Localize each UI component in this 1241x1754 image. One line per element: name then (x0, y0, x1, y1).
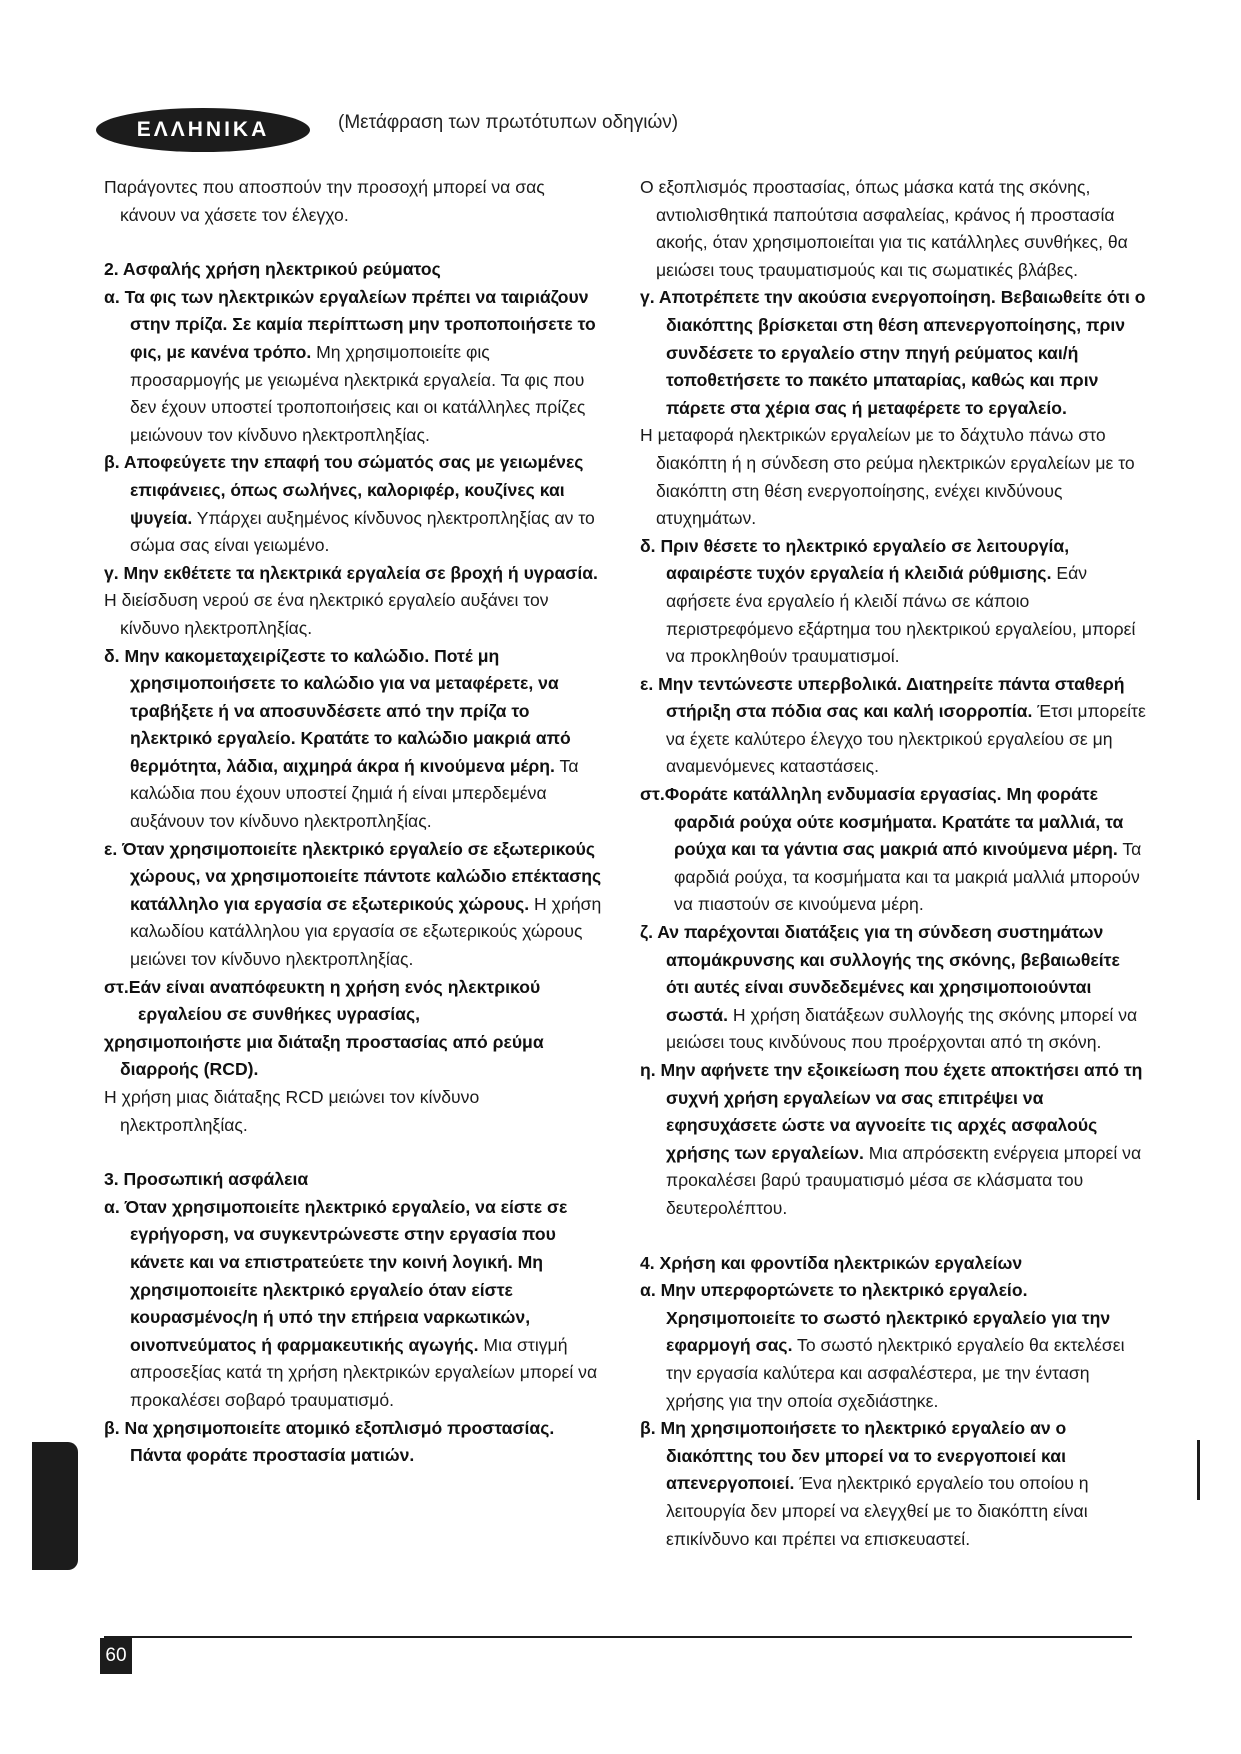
left-column (104, 174, 604, 1470)
item-3b-text: Ο εξοπλισμός προστασίας, όπως μάσκα κατά της σκόνης, αντιολισθητικά παπούτσια ασφαλείας, κράνος ή προστασία ακοής, όταν χρησιμοποιείται για τις κατάλληλες συνθήκες, θα μειώσει τους τραυματισμούς και τις σωματικές βλάβες. (640, 177, 1128, 280)
item-3z: ζ. Αν παρέχονται διατάξεις για τη σύνδεση συστημάτων απομάκρυνσης και συλλογής της σκόνης, βεβαιωθείτε ότι αυτές είναι συνδεδεμένες και χρησιμοποιούνται σωστά. Η χρήση διατάξεων συλλογής της σκόνης μπορεί να μειώσει τους κινδύνους που προέρχονται από τη σκόνη. (640, 922, 1138, 1053)
item-3c: γ. Αποτρέπετε την ακούσια ενεργοποίηση. Βεβαιωθείτε ότι ο διακόπτης βρίσκεται στη θέση απενεργοποίησης, πριν συνδέσετε το εργαλείο στην πηγή ρεύματος και/ή τοποθετήσετε το πακέτο μπαταρίας, καθώς και πριν πάρετε στα χέρια σας ή μεταφέρετε το εργαλείο. (640, 287, 1146, 418)
item-3c-text: Η μεταφορά ηλεκτρικών εργαλείων με το δάχτυλο πάνω στο διακόπτη ή η σύνδεση στο ρεύμα ηλεκτρικών εργαλείων με το διακόπτη στη θέση ενεργοποίησης, ενέχει κινδύνους ατυχημάτων. (640, 425, 1135, 529)
item-2d: δ. Μην κακομεταχειρίζεστε το καλώδιο. Ποτέ μη χρησιμοποιήσετε το καλώδιο για να μεταφέρετε, να τραβήξετε ή να αποσυνδέσετε από την πρίζα το ηλεκτρικό εργαλείο. Κρατάτε το καλώδιο μακριά από θερμότητα, λάδια, αιχμηρά άκρα ή κινούμενα μέρη. Τα καλώδια που έχουν υποστεί ζημιά ή είναι μπερδεμένα αυξάνουν τον κίνδυνο ηλεκτροπληξίας. (104, 645, 579, 832)
page-number: 60 (100, 1638, 132, 1674)
translation-note: (Μετάφραση των πρωτότυπων οδηγιών) (338, 112, 679, 133)
section-2-title: 2. Ασφαλής χρήση ηλεκτρικού ρεύματος (104, 259, 441, 280)
section-thumb-tab (32, 1442, 78, 1570)
item-2b: β. Αποφεύγετε την επαφή του σώματός σας με γειωμένες επιφάνειες, όπως σωλήνες, καλοριφέρ, κουζίνες και ψυγεία. Υπάρχει αυξημένος κίνδυνος ηλεκτροπληξίας αν το σώμα σας είναι γειωμένο. (104, 452, 595, 556)
section-4-title: 4. Χρήση και φροντίδα ηλεκτρικών εργαλείων (640, 1252, 1023, 1273)
item-2c: γ. Μην εκθέτετε τα ηλεκτρικά εργαλεία σε βροχή ή υγρασία. (104, 562, 598, 583)
item-3d: δ. Πριν θέσετε το ηλεκτρικό εργαλείο σε λειτουργία, αφαιρέστε τυχόν εργαλεία ή κλειδιά ρύθμισης. Εάν αφήσετε ένα εργαλείο ή κλειδί πάνω σε κάποιο περιστρεφόμενο εξάρτημα του ηλεκτρικού εργαλείου, μπορεί να προκληθούν τραυματισμοί. (640, 535, 1136, 667)
item-2c-text: Η διείσδυση νερού σε ένα ηλεκτρικό εργαλείο αυξάνει τον κίνδυνο ηλεκτροπληξίας. (104, 590, 549, 638)
item-4b: β. Μη χρησιμοποιήσετε το ηλεκτρικό εργαλείο αν ο διακόπτης του δεν μπορεί να το ενεργοποιεί και απενεργοποιεί. Ένα ηλεκτρικό εργαλείο του οποίου η λειτουργία δεν μπορεί να ελεγχθεί με το διακόπτη είναι επικίνδυνο και πρέπει να επισκευαστεί. (640, 1418, 1089, 1549)
item-3b: β. Να χρησιμοποιείτε ατομικό εξοπλισμό προστασίας. Πάντα φοράτε προστασία ματιών. (104, 1417, 555, 1466)
language-badge: ΕΛΛΗΝΙΚΑ (96, 108, 310, 152)
margin-marker (1197, 1440, 1200, 1500)
item-3a: α. Όταν χρησιμοποιείτε ηλεκτρικό εργαλείο, να είστε σε εγρήγορση, να συγκεντρώνεστε στην εργασία που κάνετε και να επιστρατεύετε την κοινή λογική. Μη χρησιμοποιείτε ηλεκτρικό εργαλείο όταν είστε κουρασμένος/η ή υπό την επήρεια ναρκωτικών, οινοπνεύματος ή φαρμακευτικής αγωγής. Μια στιγμή απροσεξίας κατά τη χρήση ηλεκτρικών εργαλείων μπορεί να προκαλέσει σοβαρό τραυματισμό. (104, 1196, 598, 1410)
item-3e: ε. Μην τεντώνεστε υπερβολικά. Διατηρείτε πάντα σταθερή στήριξη στα πόδια σας και καλή ισορροπία. Έτσι μπορείτε να έχετε καλύτερο έλεγχο του ηλεκτρικού εργαλείου σε μη αναμενόμενες καταστάσεις. (640, 673, 1146, 777)
right-column (640, 174, 1146, 1553)
item-2st: στ.Εάν είναι αναπόφευκτη η χρήση ενός ηλεκτρικού εργαλείου σε συνθήκες υγρασίας, (104, 976, 541, 1025)
intro-paragraph: Παράγοντες που αποσπούν την προσοχή μπορεί να σας κάνουν να χάσετε τον έλεγχο. (104, 177, 545, 225)
footer-rule (104, 1636, 1132, 1638)
item-4a: α. Μην υπερφορτώνετε το ηλεκτρικό εργαλείο. Χρησιμοποιείτε το σωστό ηλεκτρικό εργαλείο για την εφαρμογή σας. Το σωστό ηλεκτρικό εργαλείο θα εκτελέσει την εργασία καλύτερα και ασφαλέστερα, με την ένταση χρήσης για την οποία σχεδιάστηκε. (640, 1280, 1125, 1411)
item-2e: ε. Όταν χρησιμοποιείτε ηλεκτρικό εργαλείο σε εξωτερικούς χώρους, να χρησιμοποιείτε πάντοτε καλώδιο επέκτασης κατάλληλο για εργασία σε εξωτερικούς χώρους. Η χρήση καλωδίου κατάλληλου για εργασία σε εξωτερικούς χώρους μειώνει τον κίνδυνο ηλεκτροπληξίας. (104, 838, 602, 970)
section-3-title: 3. Προσωπική ασφάλεια (104, 1169, 309, 1190)
item-2st-bold: χρησιμοποιήστε μια διάταξη προστασίας από ρεύμα διαρροής (RCD). (104, 1031, 544, 1080)
item-3st: στ.Φοράτε κατάλληλη ενδυμασία εργασίας. Μη φοράτε φαρδιά ρούχα ούτε κοσμήματα. Κρατάτε τα μαλλιά, τα ρούχα και τα γάντια σας μακριά από κινούμενα μέρη. Τα φαρδιά ρούχα, τα κοσμήματα και τα μακριά μαλλιά μπορούν να πιαστούν σε κινούμενα μέρη. (640, 784, 1142, 915)
item-2a: α. Τα φις των ηλεκτρικών εργαλείων πρέπει να ταιριάζουν στην πρίζα. Σε καμία περίπτωση μην τροποποιήσετε το φις, με κανένα τρόπο. Μη χρησιμοποιείτε φις προσαρμογής με γειωμένα ηλεκτρικά εργαλεία. Τα φις που δεν έχουν υποστεί τροποποιήσεις και οι κατάλληλες πρίζες μειώνουν τον κίνδυνο ηλεκτροπληξίας. (104, 286, 596, 445)
item-3h: η. Μην αφήνετε την εξοικείωση που έχετε αποκτήσει από τη συχνή χρήση εργαλείων να σας επιτρέψει να εφησυχάσετε ώστε να αγνοείτε τις αρχές ασφαλούς χρήσης των εργαλείων. Μια απρόσεκτη ενέργεια μπορεί να προκαλέσει βαρύ τραυματισμό μέσα σε κλάσματα του δευτερολέπτου. (640, 1060, 1143, 1218)
item-2st-text: Η χρήση μιας διάταξης RCD μειώνει τον κίνδυνο ηλεκτροπληξίας. (104, 1087, 480, 1135)
